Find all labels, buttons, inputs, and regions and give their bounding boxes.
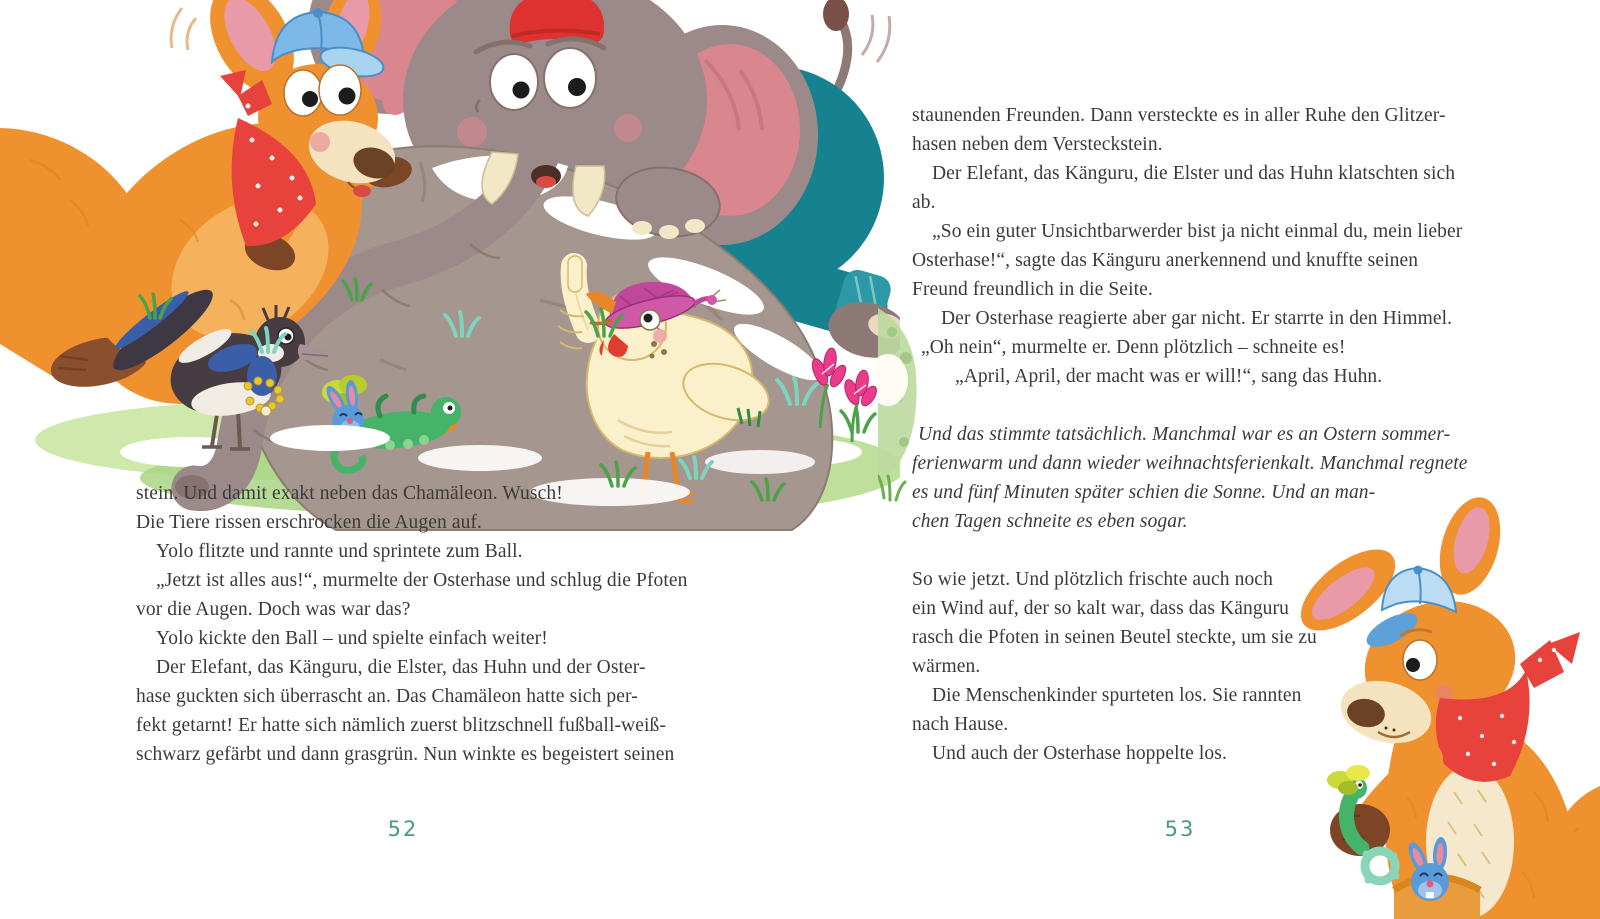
text-line: ferienwarm und dann wieder weihnachtsferienkalt. Manchmal regnete bbox=[912, 453, 1468, 474]
text-line: Der Elefant, das Känguru, die Elster, das Huhn und der Oster- bbox=[156, 657, 646, 678]
text-line: chen Tagen schneite es eben sogar. bbox=[912, 511, 1188, 532]
page-53-text bbox=[912, 101, 1490, 768]
text-line: vor die Augen. Doch was war das? bbox=[136, 599, 411, 620]
text-line: „Oh nein“, murmelte er. Denn plötzlich – schneite es! bbox=[921, 337, 1346, 358]
text-line: wärmen. bbox=[912, 656, 981, 677]
page-number-right: 53 bbox=[1164, 817, 1196, 841]
text-line: hase guckten sich überrascht an. Das Chamäleon hatte sich per- bbox=[136, 686, 638, 707]
text-line: ab. bbox=[912, 192, 936, 213]
text-line: „So ein guter Unsichtbarwerder bist ja nicht einmal du, mein lieber bbox=[932, 221, 1463, 242]
text-line: es und fünf Minuten später schien die Sonne. Und an man- bbox=[912, 482, 1376, 503]
text-line: Yolo kickte den Ball – und spielte einfach weiter! bbox=[156, 628, 548, 649]
text-line: Die Menschenkinder spurteten los. Sie rannten bbox=[932, 685, 1302, 706]
text-line: stein. Und damit exakt neben das Chamäleon. Wusch! bbox=[136, 483, 563, 504]
text-line: So wie jetzt. Und plötzlich frischte auch noch bbox=[912, 569, 1273, 590]
text-line: nach Hause. bbox=[912, 714, 1009, 735]
text-line: Und auch der Osterhase hoppelte los. bbox=[932, 743, 1227, 764]
page-52-text bbox=[136, 479, 826, 769]
text-line: Die Tiere rissen erschrocken die Augen auf. bbox=[136, 512, 482, 533]
text-line: schwarz gefärbt und dann grasgrün. Nun winkte es begeistert seinen bbox=[136, 744, 675, 765]
text-line: Osterhase!“, sagte das Känguru anerkennend und knuffte seinen bbox=[912, 250, 1419, 271]
text-line: rasch die Pfoten in seinen Beutel steckte, um sie zu bbox=[912, 627, 1317, 648]
text-line: Freund freundlich in die Seite. bbox=[912, 279, 1153, 300]
text-line: „Jetzt ist alles aus!“, murmelte der Osterhase und schlug die Pfoten bbox=[156, 570, 688, 591]
illustration-animals-rock-scene bbox=[0, 0, 900, 540]
text-line: staunenden Freunden. Dann versteckte es in aller Ruhe den Glitzer- bbox=[912, 105, 1446, 126]
text-line: Und das stimmte tatsächlich. Manchmal war es an Ostern sommer- bbox=[918, 424, 1451, 445]
text-line bbox=[912, 391, 1490, 420]
text-line: hasen neben dem Versteckstein. bbox=[912, 134, 1163, 155]
text-line: Der Elefant, das Känguru, die Elster und das Huhn klatschten sich bbox=[932, 163, 1456, 184]
text-line: ein Wind auf, der so kalt war, dass das Känguru bbox=[912, 598, 1289, 619]
text-line: Der Osterhase reagierte aber gar nicht. Er starrte in den Himmel. bbox=[941, 308, 1453, 329]
page-number-left: 52 bbox=[387, 817, 419, 841]
text-line: fekt getarnt! Er hatte sich nämlich zuerst blitzschnell fußball-weiß- bbox=[136, 715, 666, 736]
text-line bbox=[912, 536, 1490, 565]
text-line: „April, April, der macht was er will!“, sang das Huhn. bbox=[955, 366, 1383, 387]
text-line: Yolo flitzte und rannte und sprintete zum Ball. bbox=[156, 541, 523, 562]
